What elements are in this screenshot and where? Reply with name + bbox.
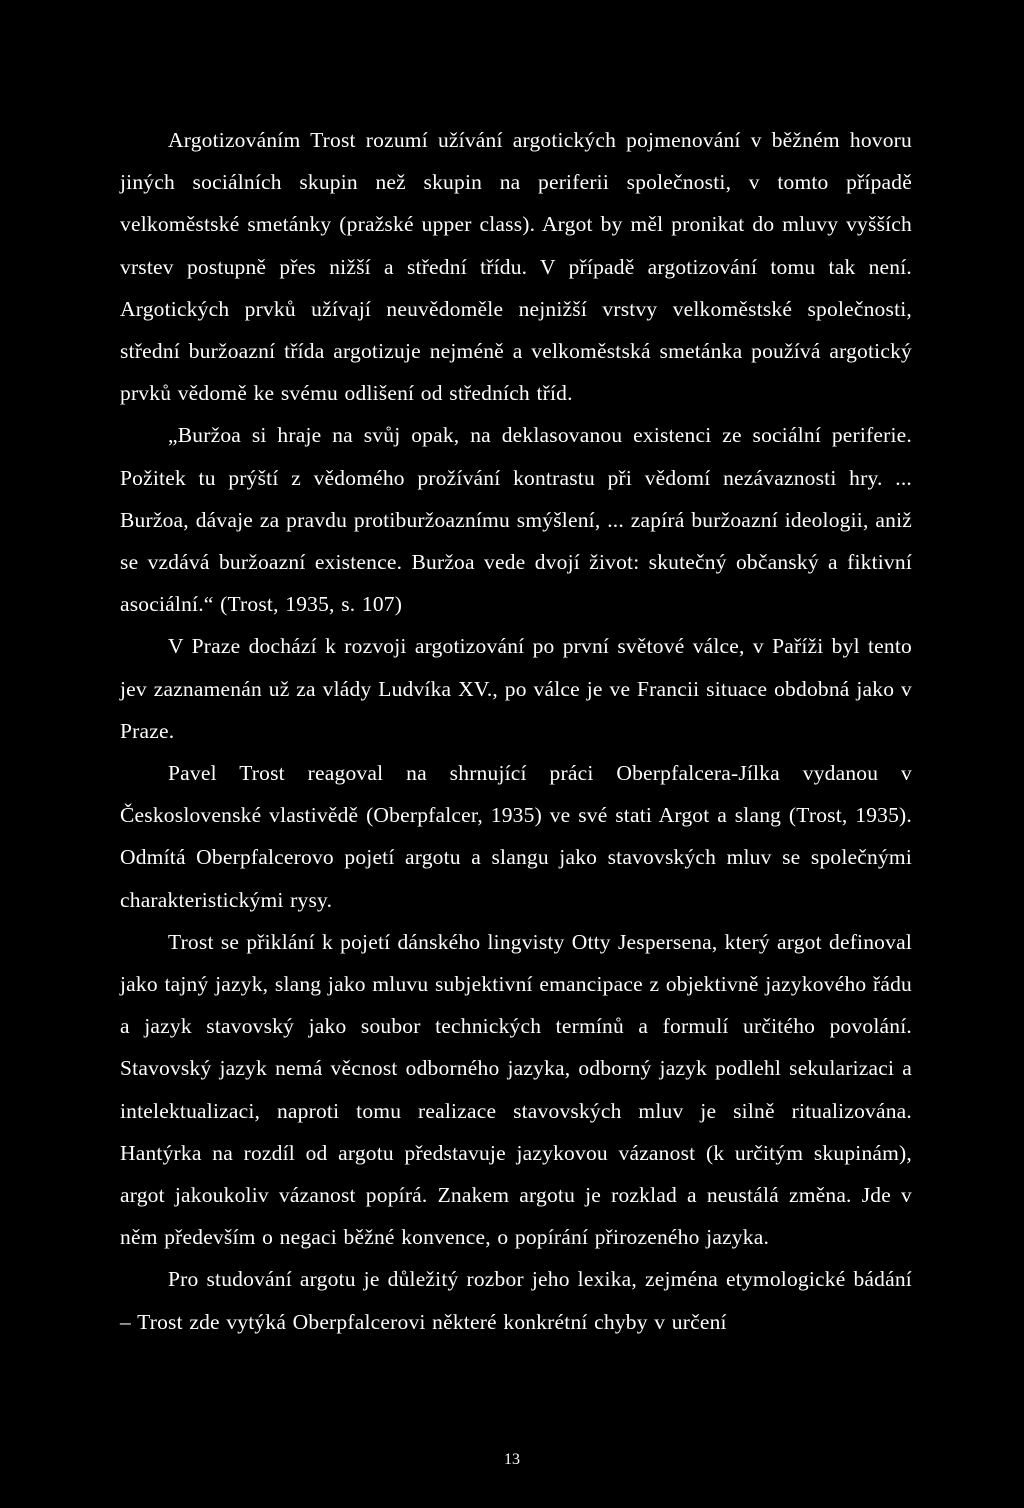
- paragraph-pavel-trost: Pavel Trost reagoval na shrnující práci Oberpfalcera-Jílka vydanou v Československé vlastivědě (Oberpfalcer, 1935) ve své stati Argot a slang (Trost, 1935). Odmítá Oberpfalcerovo pojetí argotu a slangu jako stavovských mluv se společnými charakteristickými rysy.: [120, 761, 912, 912]
- paragraph-argotizovani: Argotizováním Trost rozumí užívání argotických pojmenování v běžném hovoru jiných sociálních skupin než skupin na periferii společnosti, v tomto případě velkoměstské smetánky (pražské upper class). Argot by měl pronikat do mluvy vyšších vrstev postupně přes nižší a střední třídu. V případě argotizování tomu tak není. Argotických prvků užívají neuvědoměle nejnižší vrstvy velkoměstské společnosti, střední buržoazní třída argotizuje nejméně a velkoměstská smetánka používá argotický prvků vědomě ke svému odlišení od středních tříd.: [120, 128, 912, 406]
- paragraph-lexikon: Pro studování argotu je důležitý rozbor jeho lexika, zejména etymologické bádání – Trost zde vytýká Oberpfalcerovi některé konkrétní chyby v určení: [120, 1267, 912, 1334]
- page-number: 13: [504, 1451, 520, 1468]
- paragraph-quote-burzoa: „Buržoa si hraje na svůj opak, na deklasovanou existenci ze sociální periferie. Požitek tu prýští z vědomého prožívání kontrastu při vědomí nezávaznosti hry. ... Buržoa, dávaje za pravdu protiburžoaznímu smýšlení, ... zapírá buržoazní ideologii, aniž se vzdává buržoazní existence. Buržoa vede dvojí život: skutečný občanský a fiktivní asociální.“ (Trost, 1935, s. 107): [120, 423, 912, 617]
- paragraph-jespersen: Trost se přiklání k pojetí dánského lingvisty Otty Jespersena, který argot definoval jako tajný jazyk, slang jako mluvu subjektivní emancipace z objektivně jazykového řádu a jazyk stavovský jako soubor technických termínů a formulí určitého povolání. Stavovský jazyk nemá věcnost odborného jazyka, odborný jazyk podlehl sekularizaci a intelektualizaci, naproti tomu realizace stavovských mluv je silně ritualizována. Hantýrka na rozdíl od argotu představuje jazykovou vázanost (k určitým skupinám), argot jakoukoliv vázanost popírá. Znakem argotu je rozklad a neustálá změna. Jde v něm především o negaci běžné konvence, o popírání přirozeného jazyka.: [120, 929, 912, 1250]
- body-text: [120, 119, 912, 1343]
- paragraph-praha: V Praze dochází k rozvoji argotizování po první světové válce, v Paříži byl tento jev zaznamenán už za vlády Ludvíka XV., po válce je ve Francii situace obdobná jako v Praze.: [120, 634, 912, 743]
